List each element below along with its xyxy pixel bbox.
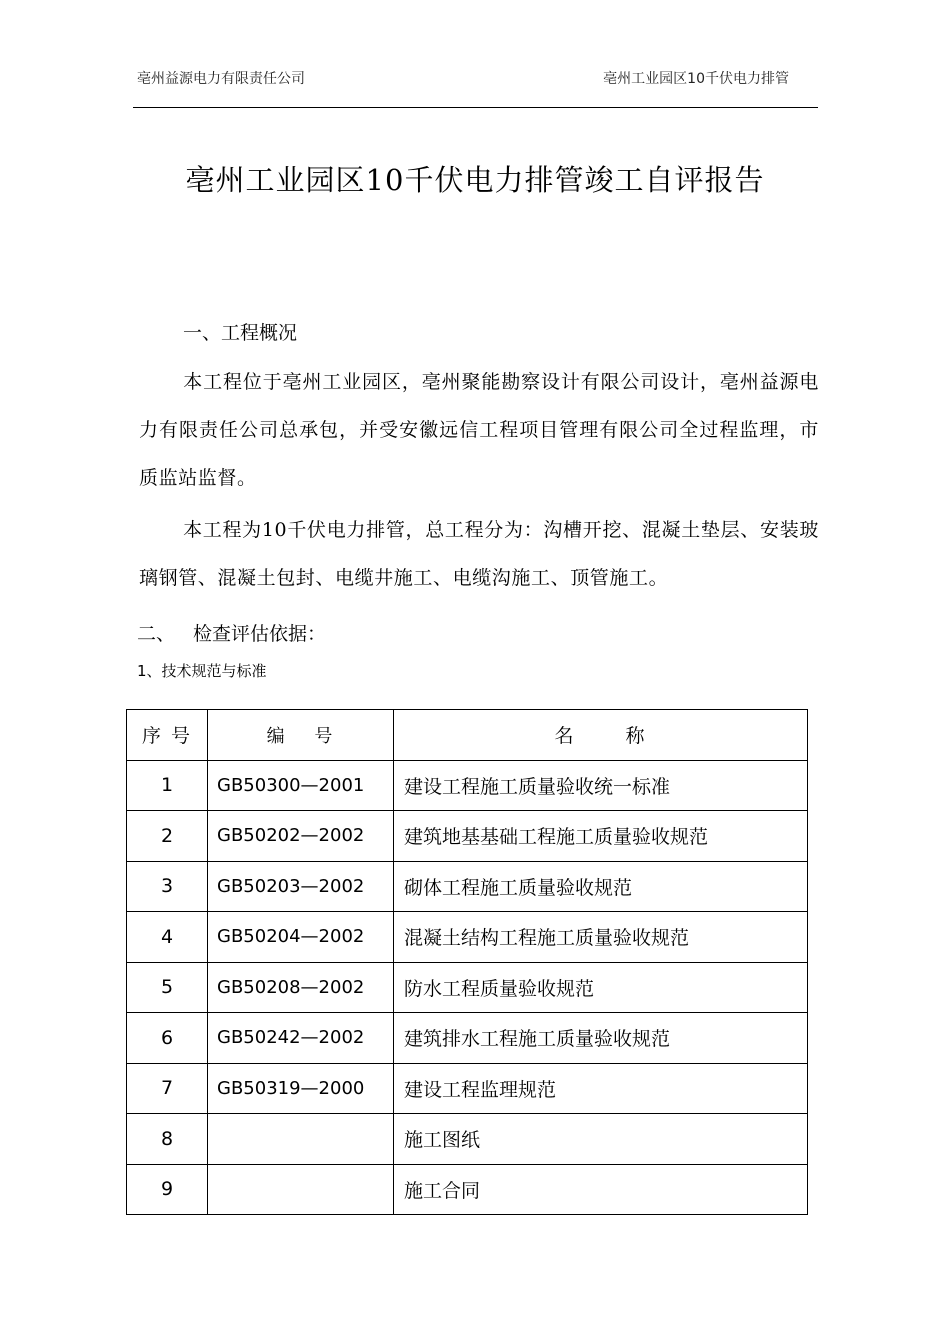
cell-serial: 3 xyxy=(127,861,208,912)
cell-serial: 7 xyxy=(127,1063,208,1114)
cell-code xyxy=(208,1164,394,1215)
overview-paragraph-1-text: 本工程位于亳州工业园区，亳州聚能勘察设计有限公司设计，亳州益源电力有限责任公司总承包，并受安徽远信工程项目管理有限公司全过程监理，市质监站监督。 xyxy=(139,371,819,489)
header-project: 亳州工业园区10千伏电力排管 xyxy=(603,71,789,87)
header-name: 名 称 xyxy=(394,710,808,761)
cell-code: GB50203—2002 xyxy=(208,861,394,912)
header-code: 编 号 xyxy=(208,710,394,761)
table-row xyxy=(127,861,808,912)
table-row xyxy=(127,912,808,963)
section-2-number: 二、 xyxy=(137,623,176,645)
table-row xyxy=(127,811,808,862)
cell-name: 砌体工程施工质量验收规范 xyxy=(394,861,808,912)
cell-name: 防水工程质量验收规范 xyxy=(394,962,808,1013)
table-header-row xyxy=(127,710,808,761)
cell-serial: 2 xyxy=(127,811,208,862)
cell-serial: 1 xyxy=(127,760,208,811)
cell-code: GB50202—2002 xyxy=(208,811,394,862)
header-serial: 序 号 xyxy=(127,710,208,761)
cell-name: 建设工程监理规范 xyxy=(394,1063,808,1114)
table-row xyxy=(127,1013,808,1064)
cell-code: GB50319—2000 xyxy=(208,1063,394,1114)
table-row xyxy=(127,760,808,811)
section-2-heading xyxy=(137,619,326,646)
cell-name: 施工图纸 xyxy=(394,1114,808,1165)
cell-serial: 6 xyxy=(127,1013,208,1064)
cell-name: 施工合同 xyxy=(394,1164,808,1215)
standards-table xyxy=(126,709,808,1215)
subsection-title: 1、技术规范与标准 xyxy=(137,662,267,680)
cell-serial: 4 xyxy=(127,912,208,963)
overview-paragraph-2-text: 本工程为10千伏电力排管，总工程分为：沟槽开挖、混凝土垫层、安装玻璃钢管、混凝土包封、电缆井施工、电缆沟施工、顶管施工。 xyxy=(139,519,819,589)
overview-paragraph-2 xyxy=(139,506,819,602)
table-row xyxy=(127,1114,808,1165)
cell-code: GB50242—2002 xyxy=(208,1013,394,1064)
cell-name: 建筑排水工程施工质量验收规范 xyxy=(394,1013,808,1064)
section-1-heading: 一、工程概况 xyxy=(183,322,298,344)
section-2-title: 检查评估依据： xyxy=(193,623,327,645)
cell-serial: 5 xyxy=(127,962,208,1013)
cell-name: 建设工程施工质量验收统一标准 xyxy=(394,760,808,811)
overview-paragraph-1 xyxy=(139,358,819,502)
cell-code: GB50300—2001 xyxy=(208,760,394,811)
table-row xyxy=(127,962,808,1013)
cell-serial: 8 xyxy=(127,1114,208,1165)
table-row xyxy=(127,1164,808,1215)
cell-serial: 9 xyxy=(127,1164,208,1215)
cell-name: 建筑地基基础工程施工质量验收规范 xyxy=(394,811,808,862)
cell-code: GB50208—2002 xyxy=(208,962,394,1013)
cell-code: GB50204—2002 xyxy=(208,912,394,963)
header-company: 亳州益源电力有限责任公司 xyxy=(137,71,305,87)
cell-name: 混凝土结构工程施工质量验收规范 xyxy=(394,912,808,963)
header-divider xyxy=(133,107,818,108)
cell-code xyxy=(208,1114,394,1165)
table-row xyxy=(127,1063,808,1114)
document-title: 亳州工业园区10千伏电力排管竣工自评报告 xyxy=(185,163,765,197)
